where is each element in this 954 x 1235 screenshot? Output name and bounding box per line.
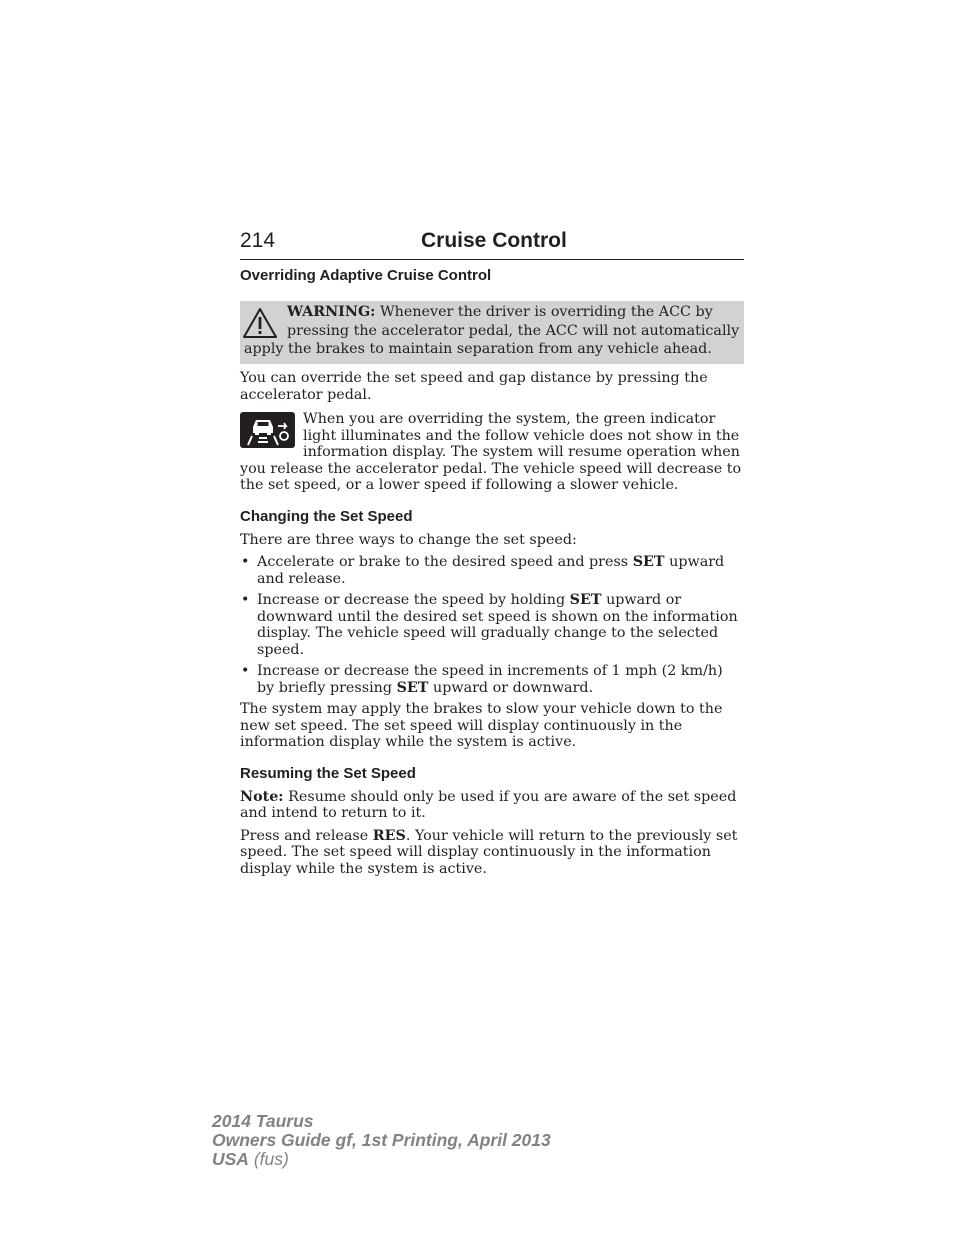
warning-line-1: Whenever the driver is overriding the ACC by: [379, 304, 713, 320]
override-paragraph: You can override the set speed and gap distance by pressing the accelerator pedal.: [240, 370, 708, 403]
list-item: [240, 554, 744, 587]
list-item-text: upward or downward until the desired set speed is shown on the information display. The vehicle speed will gradually change to the selected speed.: [257, 592, 738, 658]
list-item: [240, 663, 744, 696]
indicator-paragraph: When you are overriding the system, the green indicator light illuminates and the follow vehicle does not show in the information display. The system will resume operation when you release the accelerator pedal. The vehicle speed will decrease to the set speed, or a lower speed if following a slower vehicle.: [240, 411, 742, 493]
resume-note: [240, 789, 744, 822]
changing-intro: There are three ways to change the set speed:: [240, 531, 577, 548]
section-heading-changing: Changing the Set Speed: [240, 507, 413, 525]
list-item-text: Accelerate or brake to the desired speed and press: [257, 554, 633, 570]
list-item: [240, 592, 744, 658]
bullet-icon: •: [241, 592, 250, 608]
section-heading-overriding: Overriding Adaptive Cruise Control: [240, 267, 492, 284]
set-speed-list: [240, 554, 744, 696]
adaptive-cruise-indicator-icon: [240, 412, 295, 448]
res-keyword: RES: [372, 827, 406, 844]
page-content: [240, 267, 744, 877]
footer-model: 2014 Taurus: [212, 1111, 314, 1131]
footer-region-code: (fus): [248, 1149, 289, 1169]
resume-text: . Your vehicle will return to the previously set speed. The set speed will display continuously in the information display while the system is active.: [240, 827, 738, 877]
list-item-text: upward and release.: [257, 554, 725, 587]
list-item-text: upward or downward.: [428, 679, 594, 696]
resume-paragraph: [240, 828, 744, 878]
warning-line-2: pressing the accelerator pedal, the ACC will not automatically: [287, 322, 740, 339]
note-text: Resume should only be used if you are aware of the set speed and intend to return to it.: [240, 788, 737, 821]
indicator-block: [240, 411, 744, 494]
footer-guide-info: Owners Guide gf, 1st Printing, April 2013: [212, 1130, 551, 1150]
section-heading-resuming: Resuming the Set Speed: [240, 764, 416, 782]
footer-region: [212, 1150, 551, 1169]
note-label: Note:: [240, 788, 284, 805]
chapter-title: Cruise Control: [421, 229, 567, 252]
list-item-text: Increase or decrease the speed in increments of 1 mph (2 km/h) by briefly pressing: [257, 663, 723, 696]
page-header: [240, 228, 744, 260]
set-keyword: SET: [569, 592, 602, 608]
bullet-icon: •: [241, 663, 250, 679]
set-keyword: SET: [632, 554, 665, 570]
list-item-text: Increase or decrease the speed by holding: [257, 592, 570, 608]
warning-text: [244, 303, 740, 359]
warning-label: WARNING:: [287, 304, 376, 320]
changing-closing-paragraph: The system may apply the brakes to slow your vehicle down to the new set speed. The set speed will display continuously in the information display while the system is active.: [240, 701, 723, 750]
resume-text: Press and release: [240, 827, 373, 844]
set-keyword: SET: [396, 679, 429, 696]
bullet-icon: •: [241, 554, 250, 570]
warning-line-3: apply the brakes to maintain separation from any vehicle ahead.: [244, 341, 712, 357]
footer-region-name: USA: [212, 1149, 249, 1169]
warning-box: [240, 301, 744, 364]
page-number: 214: [240, 229, 276, 252]
page-footer: [212, 1112, 551, 1169]
